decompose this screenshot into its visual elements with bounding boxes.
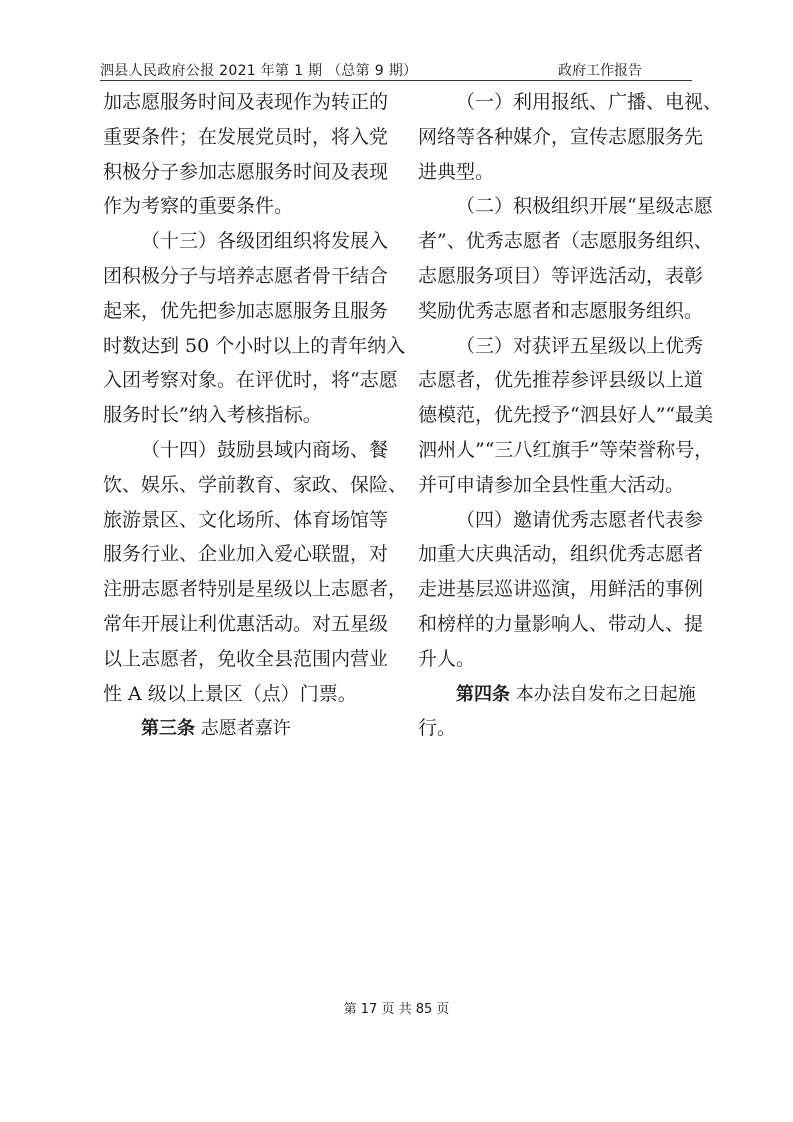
page-header [100,58,692,80]
text-line: 进典型。 [418,160,495,183]
text-line: 入团考察对象。在评优时，将“志愿 [103,369,398,392]
text-line: 奖励优秀志愿者和志愿服务组织。 [418,299,704,322]
text-line: （四）邀请优秀志愿者代表参 [456,508,704,531]
text-line: 饮、娱乐、学前教育、家政、保险、 [103,473,408,496]
text-line: 泗州人”“三八红旗手”等荣誉称号， [418,438,714,461]
text-line: 走进基层巡讲巡演，用鲜活的事例 [418,578,704,601]
text-line: 性 A 级以上景区（点）门票。 [103,682,357,705]
text-line: （二）积极组织开展“星级志愿 [456,195,713,218]
right-column [418,85,723,746]
text-line: （一）利用报纸、广播、电视、 [456,91,723,113]
text-line: 升人。 [418,647,476,670]
clause-3-label: 第三条 [141,718,195,740]
text-line: （三）对获评五星级以上优秀 [456,334,704,357]
clause-3-text: 志愿者嘉许 [195,718,291,740]
text-line: 并可申请参加全县性重大活动。 [418,473,685,496]
text-line: 积极分子参加志愿服务时间及表现 [103,160,389,183]
text-line: 服务时长”纳入考核指标。 [103,404,322,427]
text-line: 团积极分子与培养志愿者骨干结合 [103,264,389,287]
text-line: 起来，优先把参加志愿服务且服务 [103,299,389,322]
text-line: 作为考察的重要条件。 [103,195,294,218]
left-column [103,85,408,746]
clause-4-label: 第四条 [456,683,510,705]
bulletin-title: 泗县人民政府公报 2021 年第 1 期 （总第 9 期） [100,63,418,79]
clause-3-heading [103,711,393,746]
page-number: 第 17 页 共 85 页 [343,1002,450,1017]
text-line: 加志愿服务时间及表现作为转正的 [103,91,389,113]
text-line: 旅游景区、文化场所、体育场馆等 [103,508,389,531]
text-line: 德模范，优先授予“泗县好人”“最美 [418,404,714,427]
text-line: （十三）各级团组织将发展入 [141,230,389,253]
clause-4-text: 本办法自发布之日起施 [510,683,696,705]
clause-4-heading [418,677,708,712]
text-line: 行。 [418,717,457,740]
text-line: 以上志愿者，免收全县范围内营业 [103,647,389,670]
text-line: 和榜样的力量影响人、带动人、提 [418,612,704,635]
text-line: 网络等各种媒介，宣传志愿服务先 [418,125,704,148]
text-line: （十四）鼓励县域内商场、餐 [141,438,389,461]
section-title: 政府工作报告 [558,63,642,79]
header-divider [100,80,692,81]
text-line: 者”、优秀志愿者（志愿服务组织、 [418,230,713,253]
text-line: 志愿服务项目）等评选活动，表彰 [418,264,704,287]
text-line: 服务行业、企业加入爱心联盟，对 [103,543,389,566]
text-line: 志愿者，优先推荐参评县级以上道 [418,369,704,392]
text-line: 常年开展让利优惠活动。对五星级 [103,612,389,635]
text-line: 注册志愿者特别是星级以上志愿者， [103,578,408,601]
text-line: 加重大庆典活动，组织优秀志愿者 [418,543,704,566]
text-line: 时数达到 50 个小时以上的青年纳入 [103,334,406,357]
text-line: 重要条件；在发展党员时，将入党 [103,125,389,148]
